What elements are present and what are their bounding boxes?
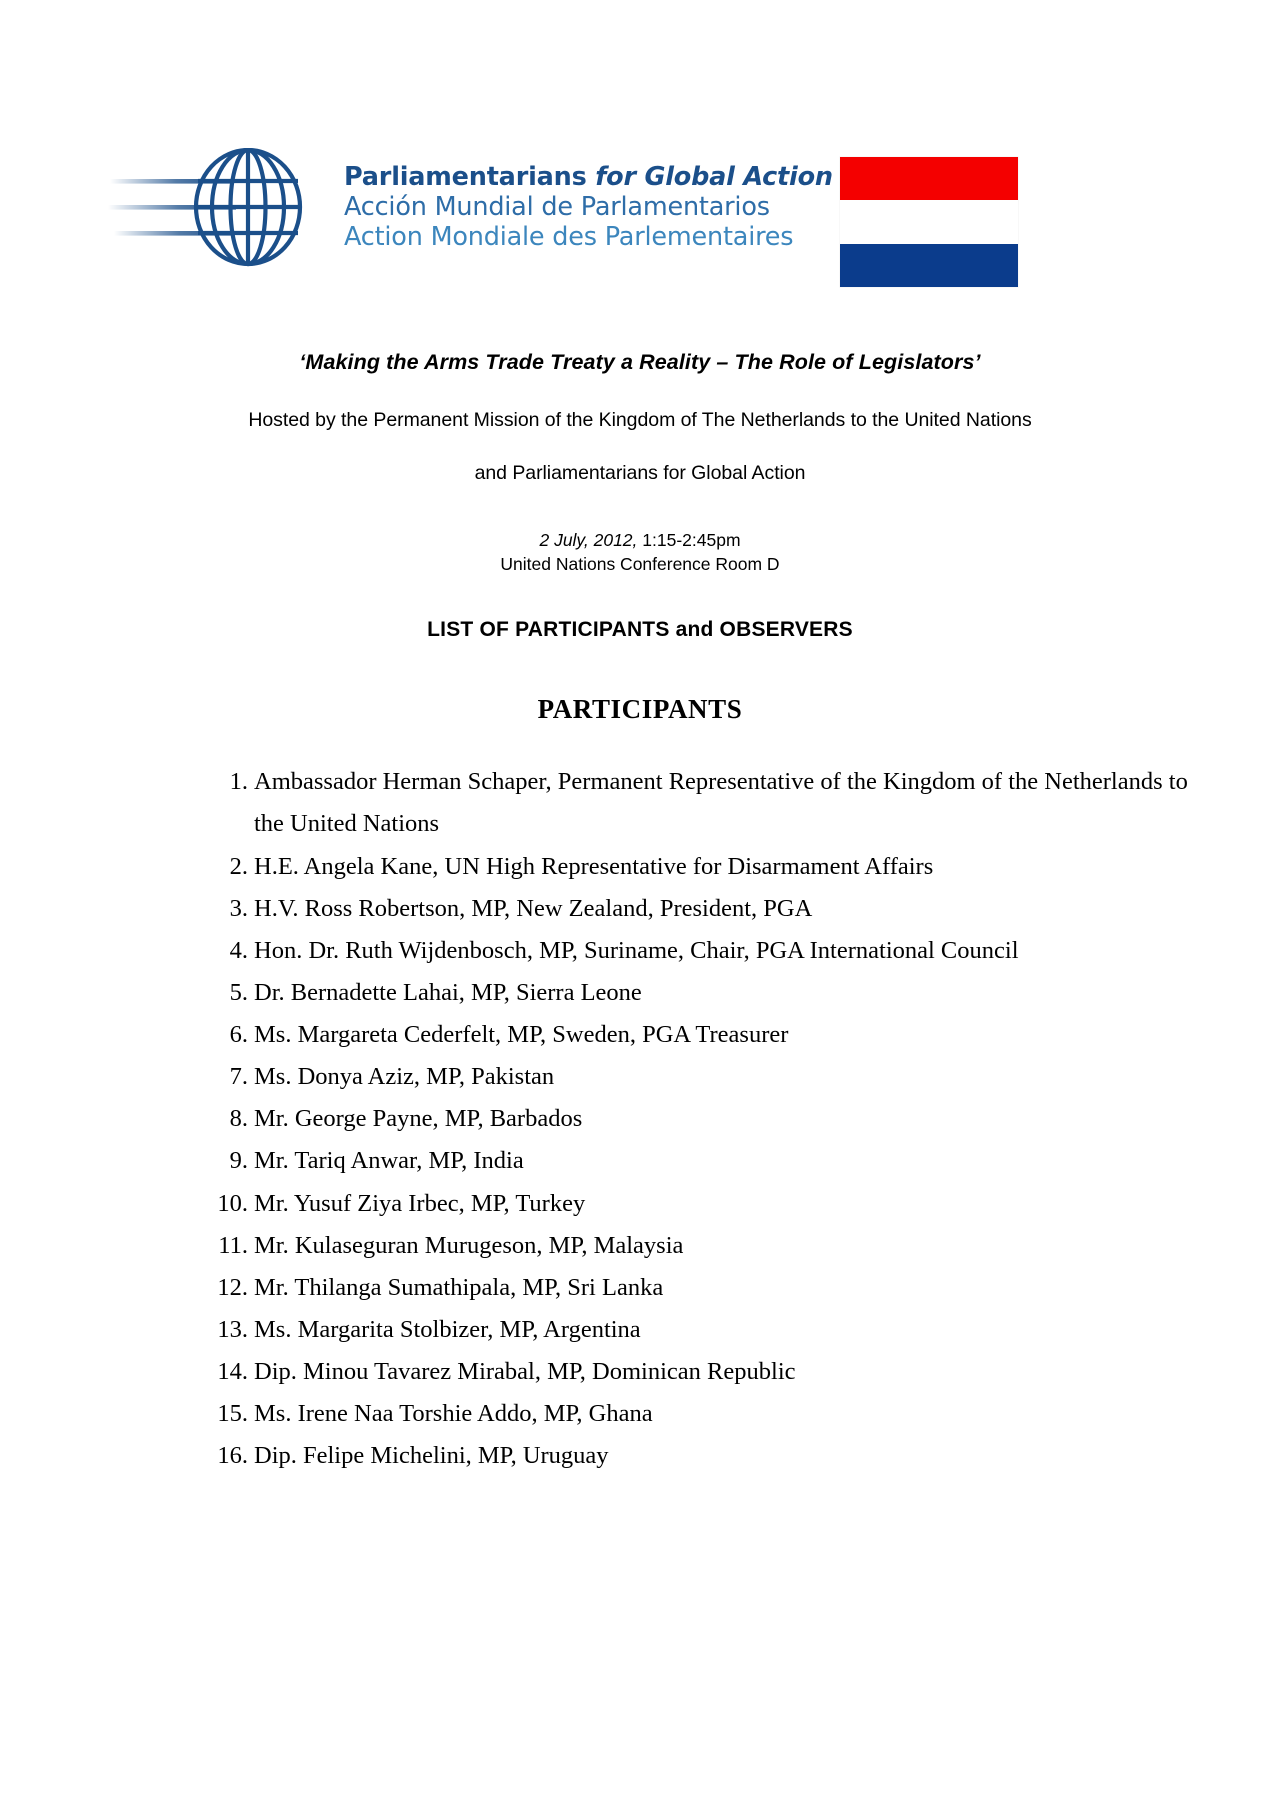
list-item-text: Ms. Irene Naa Torshie Addo, MP, Ghana [254,1400,653,1428]
list-item [208,1183,1194,1225]
list-item-number: 14. [217,1358,248,1385]
hosted-by-line-2: and Parliamentarians for Global Action [474,462,806,484]
participants-section-heading: PARTICIPANTS [537,694,743,725]
list-item-number: 10. [217,1189,248,1217]
list-item-number: 5. [229,978,248,1006]
list-item-text: Ms. Margarita Stolbizer, MP, Argentina [254,1315,641,1343]
flag-band-blue [840,244,1018,287]
globe-icon [108,148,338,268]
list-item-number: 12. [217,1273,248,1301]
list-item [208,1309,1194,1351]
list-item-number: 7. [229,1063,248,1091]
netherlands-flag [840,157,1018,287]
wordmark-line-english [344,163,833,193]
list-item-number: 16. [217,1442,248,1470]
title-block [0,350,1280,642]
list-item-number: 8. [229,1105,248,1133]
document-masthead [0,140,1280,340]
pga-logo [108,148,833,268]
list-item-text: Dip. Minou Tavarez Mirabal, MP, Dominican Republic [254,1358,796,1385]
list-item [208,1267,1194,1309]
list-item-text: Ms. Margareta Cederfelt, MP, Sweden, PGA Treasurer [254,1021,789,1048]
list-item [208,888,1194,930]
list-item [208,972,1194,1014]
hosted-by-line-1: Hosted by the Permanent Mission of the Kingdom of The Netherlands to the United Nations [248,409,1032,431]
list-item-number: 15. [217,1400,248,1428]
list-item-number: 4. [229,936,248,964]
list-item-text: H.V. Ross Robertson, MP, New Zealand, President, PGA [254,894,813,922]
list-item [208,761,1194,845]
participants-list [0,761,1280,1477]
event-datetime [0,529,1280,576]
list-item-text: Mr. Thilanga Sumathipala, MP, Sri Lanka [254,1273,664,1301]
flag-band-red [840,157,1018,200]
list-item [208,846,1194,888]
list-item [208,1435,1194,1477]
flag-band-white [840,200,1018,243]
document-page [0,140,1280,1796]
list-item-number: 6. [229,1021,248,1048]
event-venue: United Nations Conference Room D [500,553,780,574]
list-item-text: Hon. Dr. Ruth Wijdenbosch, MP, Suriname, Chair, PGA International Council [254,936,1019,964]
list-item-text: Mr. Kulaseguran Murugeson, MP, Malaysia [254,1231,684,1259]
list-item [208,1393,1194,1435]
list-item-text: Ms. Donya Aziz, MP, Pakistan [254,1063,555,1091]
list-item-text: Dip. Felipe Michelini, MP, Uruguay [254,1442,609,1470]
list-item-number: 3. [229,894,248,922]
list-item [208,1140,1194,1182]
list-item-number: 2. [229,852,248,880]
list-heading: LIST OF PARTICIPANTS and OBSERVERS [427,618,853,642]
list-item [208,930,1194,972]
list-item-text: Dr. Bernadette Lahai, MP, Sierra Leone [254,978,642,1006]
list-item-number: 9. [229,1147,248,1175]
event-title: ‘Making the Arms Trade Treaty a Reality – The Role of Legislators’ [299,350,981,374]
list-item [208,1014,1194,1056]
list-item-text: Mr. Tariq Anwar, MP, India [254,1147,524,1175]
list-item-text: Ambassador Herman Schaper, Permanent Representative of the Kingdom of the Netherlands to the United Nations [254,768,1188,838]
list-item-number: 11. [218,1231,248,1259]
list-item-text: Mr. George Payne, MP, Barbados [254,1105,583,1133]
list-item [208,1351,1194,1393]
wordmark-line-french: Action Mondiale des Parlementaires [344,221,794,252]
list-item-number: 13. [217,1315,248,1343]
list-item [208,1098,1194,1140]
wordmark-line-spanish: Acción Mundial de Parlamentarios [344,192,770,223]
wordmark-en-plain: Parliamentarians [344,162,596,193]
list-item [208,1225,1194,1267]
list-item-text: H.E. Angela Kane, UN High Representative for Disarmament Affairs [254,852,934,880]
wordmark-en-italic: for Global Action [595,162,833,193]
event-time: 1:15-2:45pm [637,530,741,550]
pga-wordmark [344,163,833,252]
list-item-text: Mr. Yusuf Ziya Irbec, MP, Turkey [254,1189,586,1217]
list-item-number: 1. [229,768,248,796]
event-date: 2 July, 2012, [539,530,638,550]
list-item [208,1056,1194,1098]
